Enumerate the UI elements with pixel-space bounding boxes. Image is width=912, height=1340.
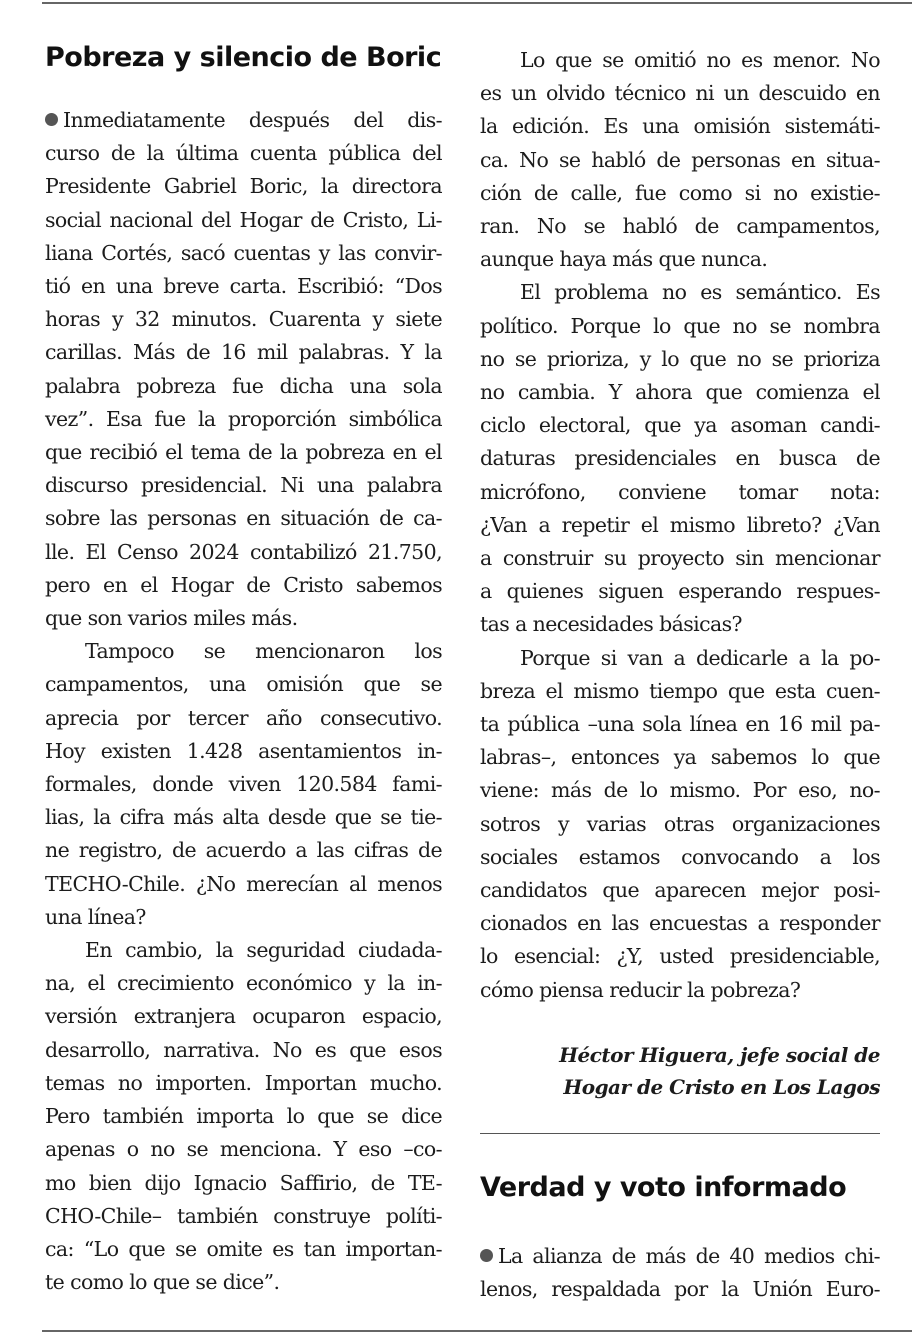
article-signature: [480, 1039, 880, 1103]
second-article-title: Verdad y voto informado: [480, 1171, 847, 1203]
text-line: sobre las personas en situación de ca-: [45, 506, 442, 531]
text-line: viene: más de lo mismo. Por eso, no-: [480, 778, 880, 803]
text-line: [480, 1240, 880, 1273]
text-line: candidatos que aparecen mejor posi-: [480, 878, 880, 903]
left-column: [45, 0, 442, 1299]
text-line: temas no importen. Importan mucho.: [45, 1070, 442, 1095]
signature-line: Hogar de Cristo en Los Lagos: [563, 1074, 880, 1099]
text-line: micrófono, conviene tomar nota:: [480, 479, 880, 504]
text-line: a construir su proyecto sin mencionar: [480, 546, 880, 571]
text-line: formales, donde viven 120.584 fami-: [45, 772, 442, 797]
text-line: breza el mismo tiempo que esta cuen-: [480, 678, 880, 703]
text-line-content: La alianza de más de 40 medios chi-: [498, 1243, 880, 1268]
text-line: sociales estamos convocando a los: [480, 844, 880, 869]
text-line: CHO-Chile– también construye políti-: [45, 1203, 442, 1228]
text-line: lias, la cifra más alta desde que se tie-: [45, 805, 442, 830]
text-line: político. Porque lo que no se nombra: [480, 313, 880, 338]
text-line: social nacional del Hogar de Cristo, Li-: [45, 207, 442, 232]
text-line: lle. El Censo 2024 contabilizó 21.750,: [45, 539, 442, 564]
text-line: tas a necesidades básicas?: [480, 612, 742, 637]
text-line: sotros y varias otras organizaciones: [480, 811, 880, 836]
section-divider: [480, 1133, 880, 1134]
text-line: mo bien dijo Ignacio Saffirio, de TE-: [45, 1170, 442, 1195]
text-line: ta pública –una sola línea en 16 mil pa-: [480, 712, 880, 737]
text-line: Lo que se omitió no es menor. No: [520, 48, 880, 72]
text-line: palabra pobreza fue dicha una sola: [45, 373, 442, 398]
text-line: aunque haya más que nunca.: [480, 247, 768, 272]
text-line: que son varios miles más.: [45, 606, 298, 631]
text-line: que recibió el tema de la pobreza en el: [45, 440, 442, 465]
text-line: El problema no es semántico. Es: [520, 280, 880, 305]
text-line: pero en el Hogar de Cristo sabemos: [45, 572, 442, 597]
text-line: ca: “Lo que se omite es tan importan-: [45, 1236, 442, 1261]
text-line: vez”. Esa fue la proporción simbólica: [45, 406, 442, 431]
text-line: te como lo que se dice”.: [45, 1270, 280, 1295]
text-line: ción de calle, fue como si no existie-: [480, 180, 880, 205]
text-line: una línea?: [45, 904, 146, 929]
bottom-rule: [42, 1330, 912, 1332]
text-line: ne registro, de acuerdo a las cifras de: [45, 838, 442, 863]
text-line: horas y 32 minutos. Cuarenta y siete: [45, 307, 442, 332]
bullet-icon: [480, 1249, 493, 1262]
text-line: curso de la última cuenta pública del: [45, 141, 442, 166]
text-line: Pero también importa lo que se dice: [45, 1104, 442, 1129]
text-line: no se prioriza, y lo que no se prioriza: [480, 346, 880, 371]
text-line: aprecia por tercer año consecutivo.: [45, 705, 442, 730]
text-line: Presidente Gabriel Boric, la directora: [45, 174, 442, 199]
text-line: Tampoco se mencionaron los: [85, 639, 442, 664]
text-line: a quienes siguen esperando respues-: [480, 579, 880, 604]
text-line: Porque si van a dedicarle a la po-: [520, 645, 880, 670]
text-line: la edición. Es una omisión sistemáti-: [480, 114, 880, 139]
article-body-right: [480, 44, 880, 1007]
text-line: es un olvido técnico ni un descuido en: [480, 81, 880, 106]
text-line: En cambio, la seguridad ciudada-: [85, 938, 442, 963]
article-body-left: [45, 104, 442, 1299]
signature-line: Héctor Higuera, jefe social de: [559, 1042, 880, 1067]
text-line: lenos, respaldada por la Unión Euro-: [480, 1277, 880, 1302]
text-line: carillas. Más de 16 mil palabras. Y la: [45, 340, 442, 365]
text-line: ran. No se habló de campamentos,: [480, 214, 880, 239]
text-line: liana Cortés, sacó cuentas y las convir-: [45, 240, 442, 265]
text-line: no cambia. Y ahora que comienza el: [480, 380, 880, 405]
text-line: na, el crecimiento económico y la in-: [45, 971, 442, 996]
text-line: daturas presidenciales en busca de: [480, 446, 880, 471]
text-line: lo esencial: ¿Y, usted presidenciable,: [480, 944, 880, 969]
right-column: [480, 0, 880, 1306]
article-title: Pobreza y silencio de Boric: [45, 42, 442, 73]
text-line: apenas o no se menciona. Y eso –co-: [45, 1137, 442, 1162]
text-line: Hoy existen 1.428 asentamientos in-: [45, 738, 442, 763]
text-line: cómo piensa reducir la pobreza?: [480, 977, 801, 1002]
text-line: ciclo electoral, que ya asoman candi-: [480, 413, 880, 438]
text-line: discurso presidencial. Ni una palabra: [45, 473, 442, 498]
text-line: tió en una breve carta. Escribió: “Dos: [45, 274, 442, 299]
text-line: desarrollo, narrativa. No es que esos: [45, 1037, 442, 1062]
text-line: ¿Van a repetir el mismo libreto? ¿Van: [480, 512, 880, 537]
text-line: TECHO-Chile. ¿No merecían al menos: [45, 871, 442, 896]
text-line-content: Inmediatamente después del dis-: [63, 108, 442, 132]
text-line: cionados en las encuestas a responder: [480, 911, 880, 936]
second-article-body: [480, 1240, 880, 1306]
text-line: [45, 104, 442, 137]
bullet-icon: [45, 113, 58, 126]
text-line: versión extranjera ocuparon espacio,: [45, 1004, 442, 1029]
text-line: ca. No se habló de personas en situa-: [480, 147, 880, 172]
text-line: labras–, entonces ya sabemos lo que: [480, 745, 880, 770]
text-line: campamentos, una omisión que se: [45, 672, 442, 697]
